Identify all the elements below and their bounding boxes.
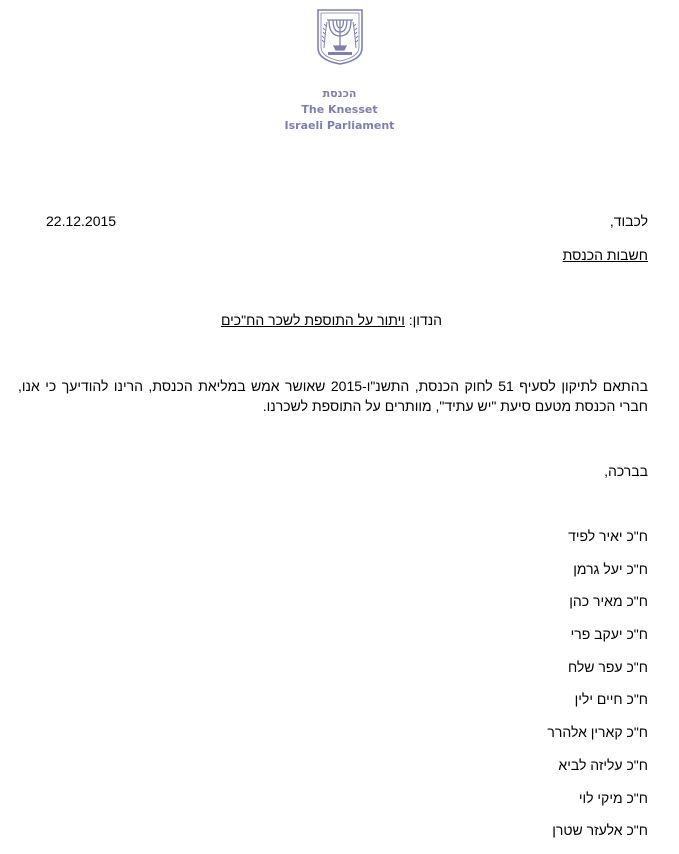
salutation: לכבוד, — [609, 213, 648, 229]
subject-line — [0, 311, 663, 329]
letter-date: 22.12.2015 — [46, 213, 117, 229]
closing: בברכה, — [604, 463, 648, 479]
signer: ח"כ אלעזר שטרן — [552, 822, 648, 839]
menorah-emblem-icon — [315, 8, 365, 66]
signer: ח"כ עפר שלח — [567, 658, 648, 675]
recipient: חשבות הכנסת — [562, 247, 648, 263]
signer: ח"כ מיקי לוי — [578, 789, 648, 806]
signer: ח"כ חיים ילין — [574, 691, 648, 708]
signers-list — [547, 527, 648, 854]
signer: ח"כ יעל גרמן — [573, 560, 648, 577]
letterhead — [0, 8, 679, 134]
signer: ח"כ עליזה לביא — [558, 756, 648, 773]
org-name-english: The Knesset — [301, 103, 378, 116]
signer: ח"כ קארין אלהרר — [547, 724, 648, 741]
signer: ח"כ יעקב פרי — [570, 626, 648, 643]
letter-body: בהתאם לתיקון לסעיף 51 לחוק הכנסת, התשנ"ו-2015 שאושר אמש במליאת הכנסת, הרינו להודיעך כי אנו, חברי הכנסת מטעם סיעת "יש עתיד", מוותרים על התוספת לשכרנו. — [18, 378, 648, 414]
signer: ח"כ מאיר כהן — [569, 593, 648, 610]
subject-label: הנדון: — [408, 312, 443, 328]
signer: ח"כ יאיר לפיד — [568, 528, 648, 544]
org-subtitle: Israeli Parliament — [284, 119, 395, 132]
org-name-hebrew: הכנסת — [322, 87, 357, 100]
subject-text: ויתור על התוספת לשכר הח"כים — [220, 312, 405, 328]
